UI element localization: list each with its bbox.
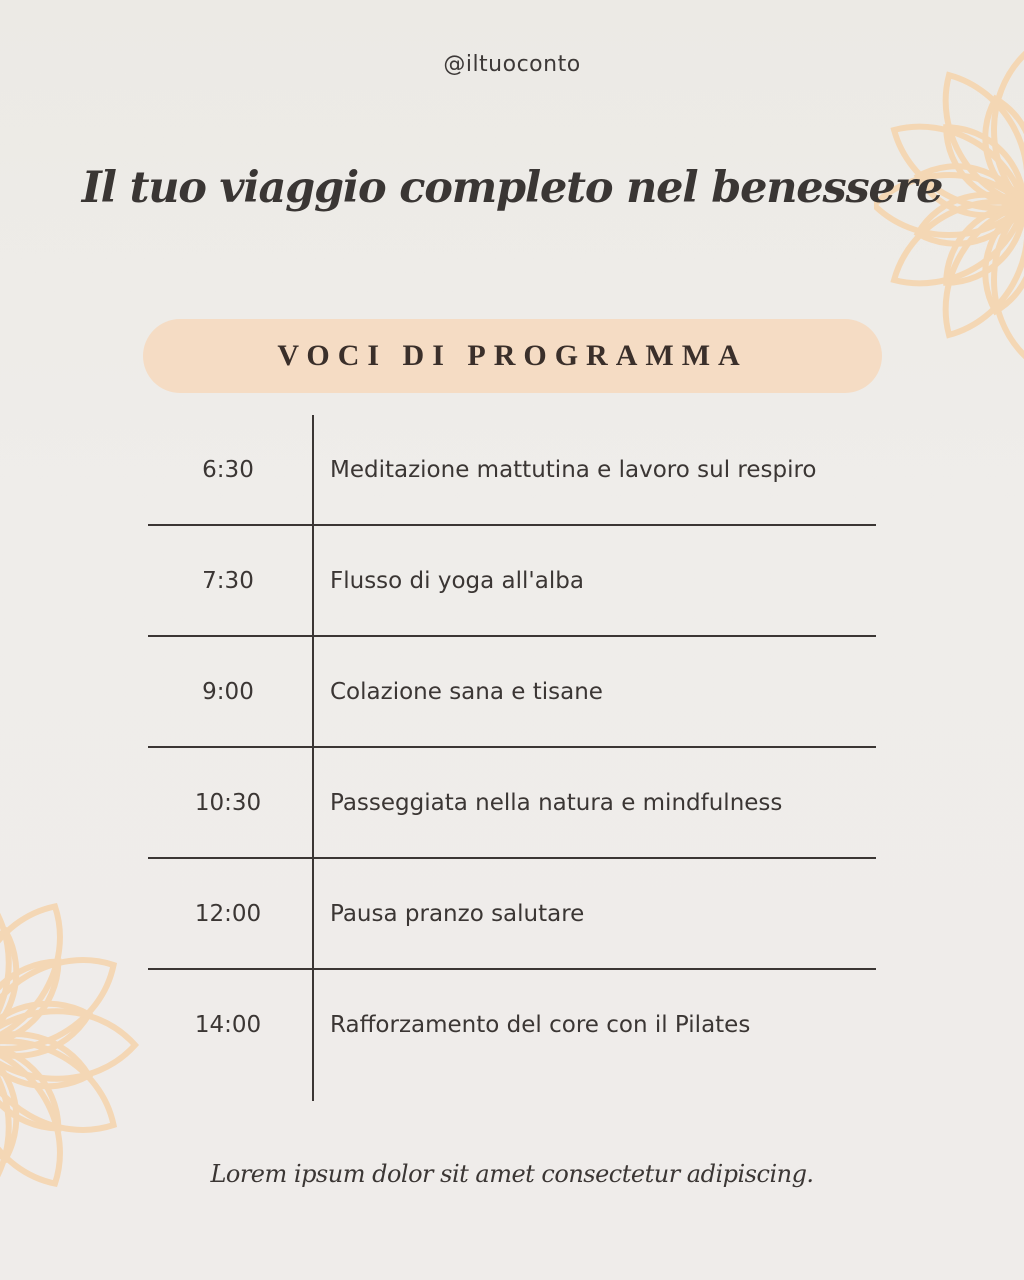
table-row [148, 526, 876, 637]
time-cell: 10:30 [194, 790, 262, 816]
section-heading-pill [143, 319, 882, 393]
footer-tagline: Lorem ipsum dolor sit amet consectetur adipiscing. [210, 1160, 814, 1188]
schedule-table [148, 415, 876, 1101]
time-cell: 7:30 [202, 568, 254, 594]
table-row [148, 415, 876, 526]
time-cell: 14:00 [194, 1012, 262, 1038]
table-row [148, 748, 876, 859]
table-row [148, 970, 876, 1081]
activity-cell: Colazione sana e tisane [330, 679, 603, 705]
page-title: Il tuo viaggio completo nel benessere [81, 163, 943, 213]
activity-cell: Rafforzamento del core con il Pilates [330, 1012, 751, 1038]
section-heading: VOCI DI PROGRAMMA [277, 339, 748, 372]
activity-cell: Passeggiata nella natura e mindfulness [330, 790, 783, 816]
time-cell: 9:00 [202, 679, 254, 705]
table-row [148, 859, 876, 970]
activity-cell: Meditazione mattutina e lavoro sul respiro [330, 457, 817, 483]
activity-cell: Pausa pranzo salutare [330, 901, 585, 927]
account-handle: @iltuoconto [443, 52, 581, 77]
activity-cell: Flusso di yoga all'alba [330, 568, 584, 594]
time-cell: 12:00 [194, 901, 262, 927]
table-row [148, 637, 876, 748]
time-cell: 6:30 [202, 457, 254, 483]
